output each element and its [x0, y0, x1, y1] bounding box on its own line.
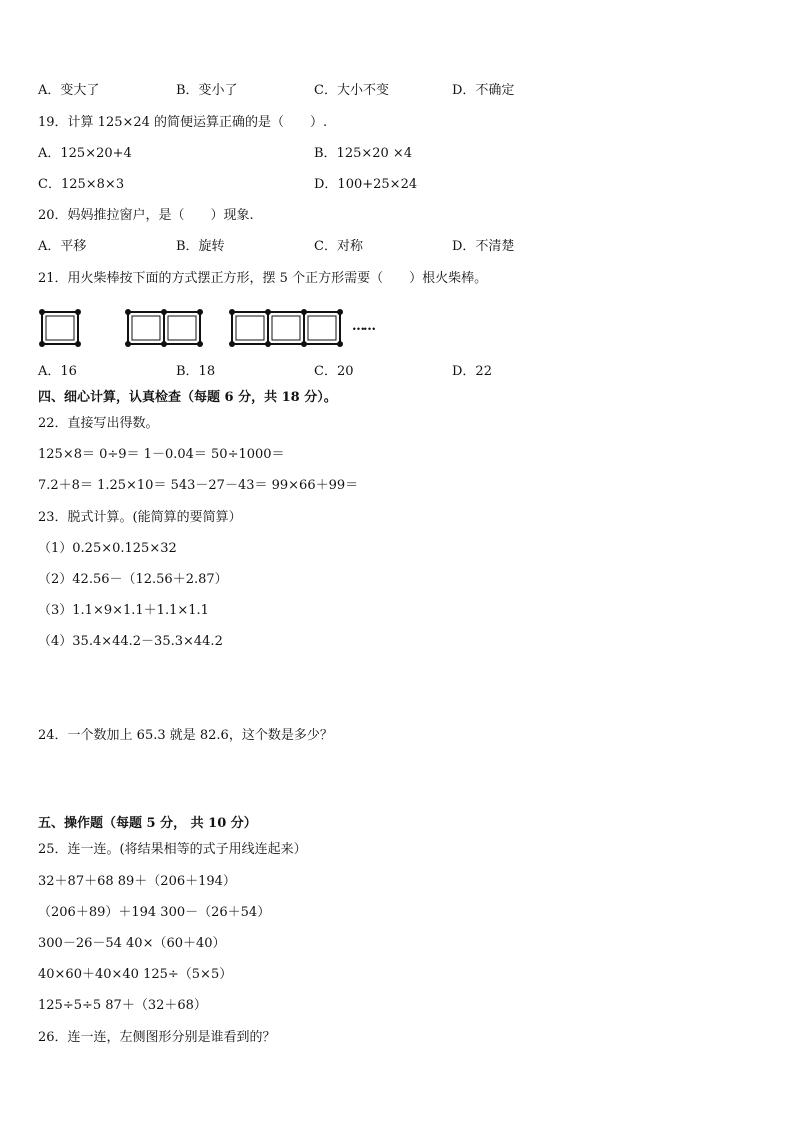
- q19-option-d: D．100+25×24: [314, 177, 418, 192]
- q23-item-2: （2）42.56－（12.56＋2.87）: [38, 572, 228, 587]
- q19-stem: 19．计算 125×24 的简便运算正确的是（ ）.: [38, 115, 328, 130]
- square-3-of-3: [304, 312, 340, 344]
- q21-ellipsis: ……: [352, 319, 374, 334]
- q22-stem: 22．直接写出得数。: [38, 416, 159, 431]
- section-5-title: 五、操作题（每题 5 分， 共 10 分）: [38, 816, 257, 831]
- q20-option-c: C．对称: [314, 239, 363, 254]
- q26-stem: 26．连一连，左侧图形分别是谁看到的？: [38, 1030, 276, 1045]
- q18-option-a: A．变大了: [38, 83, 100, 98]
- q25-row-3: 300－26－54 40×（60＋40）: [38, 936, 226, 951]
- q23-item-1: （1）0.25×0.125×32: [38, 541, 177, 556]
- q21-option-c: C．20: [314, 364, 354, 379]
- q19-option-c: C．125×8×3: [38, 177, 125, 192]
- q23-item-3: （3）1.1×9×1.1＋1.1×1.1: [38, 603, 209, 618]
- q21-option-a: A．16: [38, 364, 77, 379]
- square-1-of-3: [232, 312, 268, 344]
- matchstick-squares-figure: [36, 304, 436, 354]
- q20-option-a: A．平移: [38, 239, 87, 254]
- q19-option-a: A．125×20+4: [38, 146, 132, 161]
- section-4-title: 四、细心计算，认真检查（每题 6 分，共 18 分）。: [38, 390, 337, 405]
- q21-option-d: D．22: [452, 364, 492, 379]
- q21-option-b: B．18: [176, 364, 216, 379]
- q23-stem: 23．脱式计算。(能简算的要简算）: [38, 510, 242, 525]
- q25-row-1: 32＋87＋68 89＋（206＋194）: [38, 874, 236, 889]
- square-2-of-2: [164, 312, 200, 344]
- q18-option-c: C．大小不变: [314, 83, 389, 98]
- q25-row-4: 40×60＋40×40 125÷（5×5）: [38, 967, 233, 982]
- q22-row-2: 7.2＋8＝ 1.25×10＝ 543－27－43＝ 99×66＋99＝: [38, 478, 359, 493]
- q20-stem: 20．妈妈推拉窗户，是（ ）现象.: [38, 208, 254, 223]
- square-2-of-3: [268, 312, 304, 344]
- q22-row-1: 125×8＝ 0÷9＝ 1－0.04＝ 50÷1000＝: [38, 447, 285, 462]
- q25-stem: 25．连一连。(将结果相等的式子用线连起来）: [38, 842, 307, 857]
- q25-row-2: （206＋89）＋194 300－（26＋54）: [38, 905, 271, 920]
- q20-option-b: B．旋转: [176, 239, 225, 254]
- q25-row-5: 125÷5÷5 87＋（32＋68）: [38, 998, 207, 1013]
- q20-option-d: D．不清楚: [452, 239, 515, 254]
- square-1-of-2: [128, 312, 164, 344]
- q21-stem: 21．用火柴棒按下面的方式摆正方形，摆 5 个正方形需要（ ）根火柴棒。: [38, 271, 488, 286]
- q24-stem: 24．一个数加上 65.3 就是 82.6，这个数是多少？: [38, 728, 333, 743]
- q23-item-4: （4）35.4×44.2－35.3×44.2: [38, 634, 223, 649]
- square-1-of-1: [42, 312, 78, 344]
- q18-option-b: B．变小了: [176, 83, 238, 98]
- q18-option-d: D．不确定: [452, 83, 515, 98]
- q19-option-b: B．125×20 ×4: [314, 146, 413, 161]
